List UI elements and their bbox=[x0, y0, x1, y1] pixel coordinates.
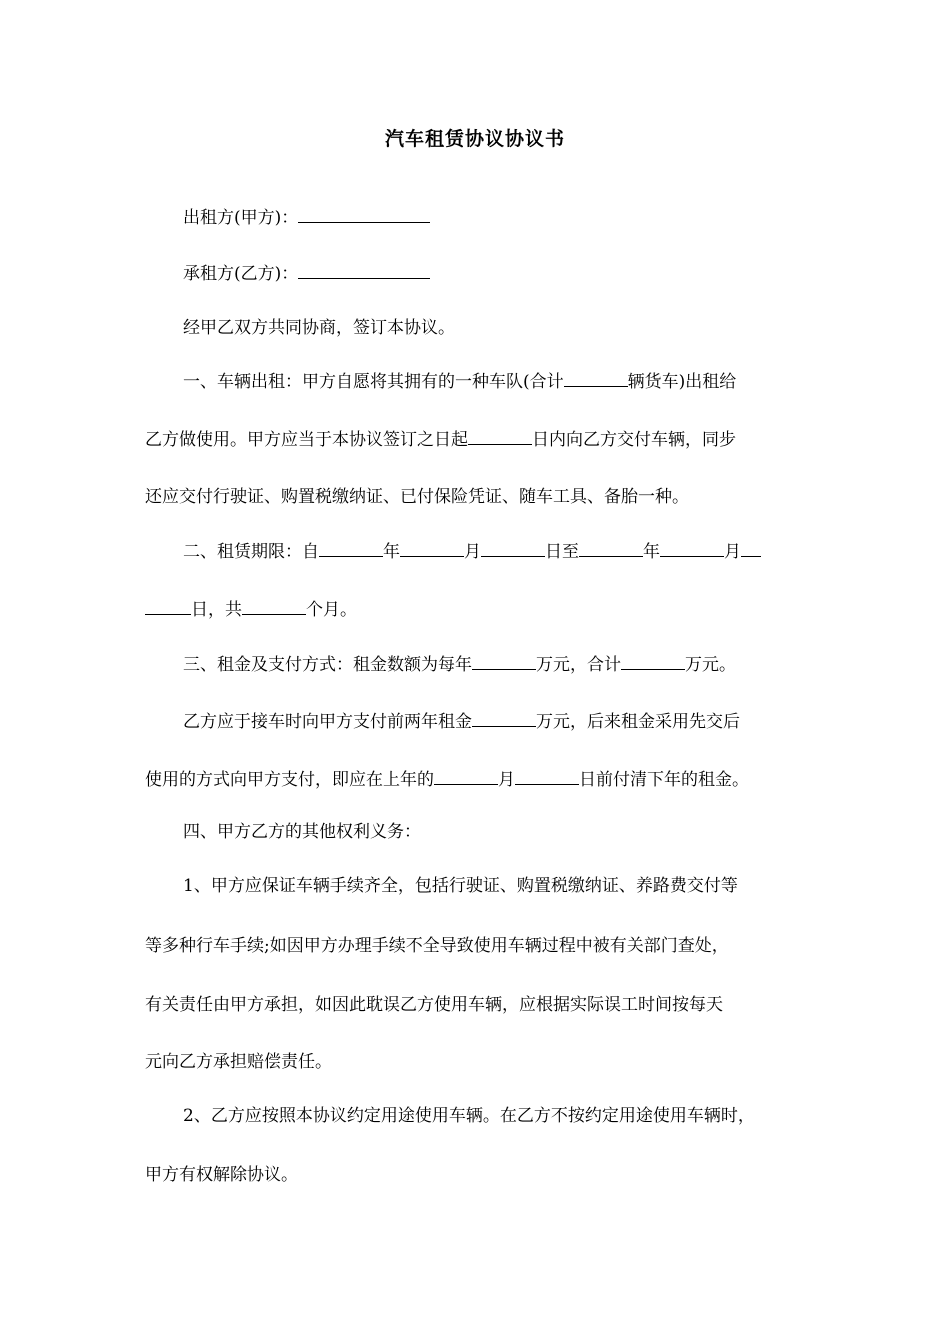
section4-item1-text-c: 有关责任由甲方承担，如因此耽误乙方使用车辆，应根据实际误工时间按每天 bbox=[145, 995, 723, 1015]
section3-text-f: 使用的方式向甲方支付，即应在上年的 bbox=[145, 770, 434, 790]
section3-text-h: 日前付清下年的租金。 bbox=[579, 770, 749, 790]
section3-text-d: 乙方应于接车时向甲方支付前两年租金 bbox=[183, 712, 472, 732]
lessor-label: 出租方(甲方)： bbox=[183, 208, 299, 228]
section2-line2 bbox=[145, 596, 815, 622]
lessor-blank bbox=[298, 204, 430, 223]
section2-month1: 月 bbox=[464, 542, 481, 562]
section3-text-b: 万元，合计 bbox=[536, 655, 621, 675]
pay-day-blank bbox=[515, 766, 579, 785]
section2-year2: 年 bbox=[643, 542, 660, 562]
annual-rent-blank bbox=[472, 651, 536, 670]
section4-title: 四、甲方乙方的其他权利义务： bbox=[183, 822, 421, 842]
lessee-line bbox=[183, 260, 853, 286]
section1-text-d: 日内向乙方交付车辆，同步 bbox=[532, 430, 736, 450]
end-day-blank-cont bbox=[145, 596, 191, 615]
section4-item1-line4 bbox=[145, 1050, 815, 1074]
section3-line2 bbox=[183, 708, 853, 734]
lessee-blank bbox=[298, 260, 430, 279]
intro-line bbox=[183, 316, 853, 340]
document-title: 汽车租赁协议协议书 bbox=[384, 128, 565, 150]
section2-text-a: 二、租赁期限：自 bbox=[183, 542, 319, 562]
lessee-label: 承租方(乙方)： bbox=[183, 264, 299, 284]
section1-text-a: 一、车辆出租：甲方自愿将其拥有的一种车队(合计 bbox=[183, 372, 564, 392]
end-year-blank bbox=[579, 538, 643, 557]
section3-text-g: 月 bbox=[498, 770, 515, 790]
section4-item2-text-b: 甲方有权解除协议。 bbox=[145, 1165, 298, 1185]
prepay-rent-blank bbox=[472, 708, 536, 727]
total-months-blank bbox=[242, 596, 306, 615]
section3-text-e: 万元，后来租金采用先交后 bbox=[536, 712, 740, 732]
total-rent-blank bbox=[621, 651, 685, 670]
section3-text-a: 三、租金及支付方式：租金数额为每年 bbox=[183, 655, 472, 675]
start-year-blank bbox=[319, 538, 383, 557]
end-day-blank-start bbox=[741, 538, 761, 557]
section4-item2-line1 bbox=[183, 1104, 853, 1128]
section3-line3 bbox=[145, 766, 815, 792]
section4-title-line bbox=[183, 820, 853, 844]
section4-item1-text-a: 1、甲方应保证车辆手续齐全，包括行驶证、购置税缴纳证、养路费交付等 bbox=[183, 876, 738, 896]
section4-item2-text-a: 2、乙方应按照本协议约定用途使用车辆。在乙方不按约定用途使用车辆时， bbox=[183, 1106, 755, 1126]
section4-item1-line1 bbox=[183, 874, 853, 898]
intro-text: 经甲乙双方共同协商，签订本协议。 bbox=[183, 318, 455, 338]
section4-item2-line2 bbox=[145, 1163, 815, 1187]
delivery-days-blank bbox=[468, 426, 532, 445]
section2-months: 个月。 bbox=[306, 600, 357, 620]
end-month-blank bbox=[660, 538, 724, 557]
section2-day: 日，共 bbox=[191, 600, 242, 620]
section1-line2 bbox=[145, 426, 815, 452]
section1-line3 bbox=[145, 485, 815, 509]
start-day-blank bbox=[481, 538, 545, 557]
section3-line1 bbox=[183, 651, 853, 677]
section2-year1: 年 bbox=[383, 542, 400, 562]
lessor-line bbox=[183, 204, 853, 230]
vehicle-count-blank bbox=[564, 368, 628, 387]
pay-month-blank bbox=[434, 766, 498, 785]
section4-item1-text-b: 等多种行车手续;如因甲方办理手续不全导致使用车辆过程中被有关部门查处， bbox=[145, 936, 729, 956]
section1-text-e: 还应交付行驶证、购置税缴纳证、已付保险凭证、随车工具、备胎一种。 bbox=[145, 487, 689, 507]
section1-text-b: 辆货车)出租给 bbox=[627, 372, 737, 392]
section2-day-to: 日至 bbox=[545, 542, 579, 562]
start-month-blank bbox=[400, 538, 464, 557]
section1-text-c: 乙方做使用。甲方应当于本协议签订之日起 bbox=[145, 430, 468, 450]
section4-item1-text-d: 元向乙方承担赔偿责任。 bbox=[145, 1052, 332, 1072]
section1-line1 bbox=[183, 368, 853, 394]
section2-month2: 月 bbox=[724, 542, 741, 562]
section4-item1-line3 bbox=[145, 993, 815, 1017]
section3-text-c: 万元。 bbox=[685, 655, 736, 675]
section2-line1 bbox=[183, 538, 853, 564]
section4-item1-line2 bbox=[145, 934, 815, 958]
